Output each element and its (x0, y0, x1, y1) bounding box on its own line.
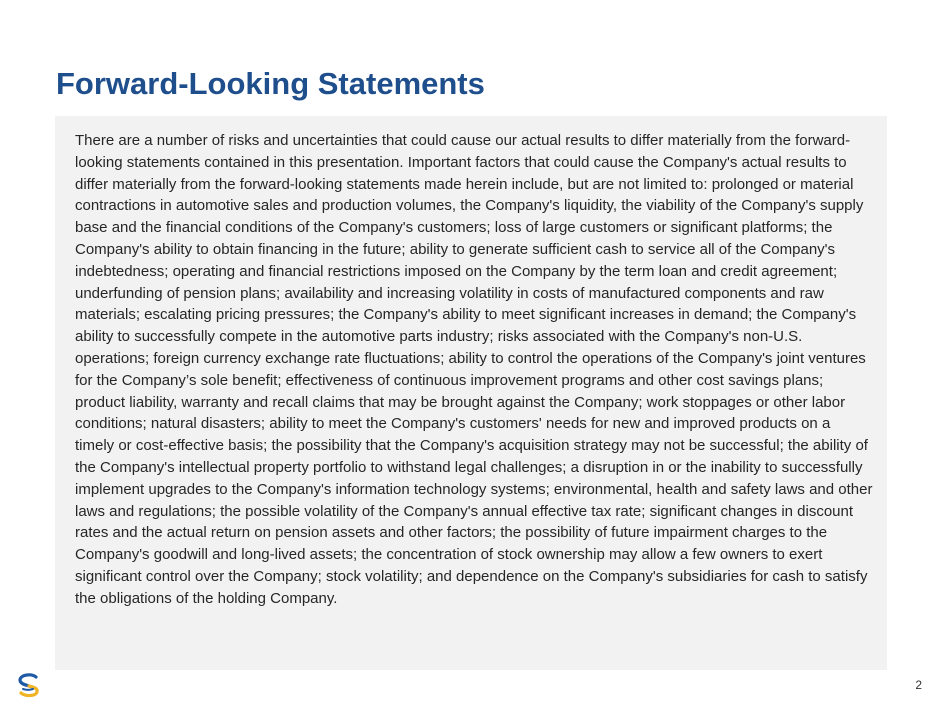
slide-title: Forward-Looking Statements (56, 66, 485, 101)
statement-box (55, 116, 887, 670)
page-number: 2 (915, 678, 922, 692)
statement-text: There are a number of risks and uncertainties that could cause our actual results to differ materially from the forward-looking statements contained in this presentation. Important factors that could cause the Company's actual results to differ materially from the forward-looking statements made herein include, but are not limited to: prolonged or material contractions in automotive sales and production volumes, the Company's liquidity, the viability of the Company's supply base and the financial conditions of the Company's customers; loss of large customers or significant platforms; the Company's ability to obtain financing in the future; ability to generate sufficient cash to service all of the Company's indebtedness; operating and financial restrictions imposed on the Company by the term loan and credit agreement; underfunding of pension plans; availability and increasing volatility in costs of manufactured components and raw materials; escalating pricing pressures; the Company's ability to meet significant increases in demand; the Company's ability to successfully compete in the automotive parts industry; risks associated with the Company's non-U.S. operations; foreign currency exchange rate fluctuations; ability to control the operations of the Company's joint ventures for the Company’s sole benefit; effectiveness of continuous improvement programs and other cost savings plans; product liability, warranty and recall claims that may be brought against the Company; work stoppages or other labor conditions; natural disasters; ability to meet the Company's customers' needs for new and improved products on a timely or cost-effective basis; the possibility that the Company's acquisition strategy may not be successful; the ability of the Company's intellectual property portfolio to withstand legal challenges; a disruption in or the inability to successfully implement upgrades to the Company's information technology systems; environmental, health and safety laws and other laws and regulations; the possible volatility of the Company's annual effective tax rate; significant changes in discount rates and the actual return on pension assets and other factors; the possibility of future impairment charges to the Company's goodwill and long-lived assets; the concentration of stock ownership may allow a few owners to exert significant control over the Company; stock volatility; and dependence on the Company's subsidiaries for cash to satisfy the obligations of the holding Company. (75, 132, 873, 607)
company-logo-icon (14, 670, 44, 700)
